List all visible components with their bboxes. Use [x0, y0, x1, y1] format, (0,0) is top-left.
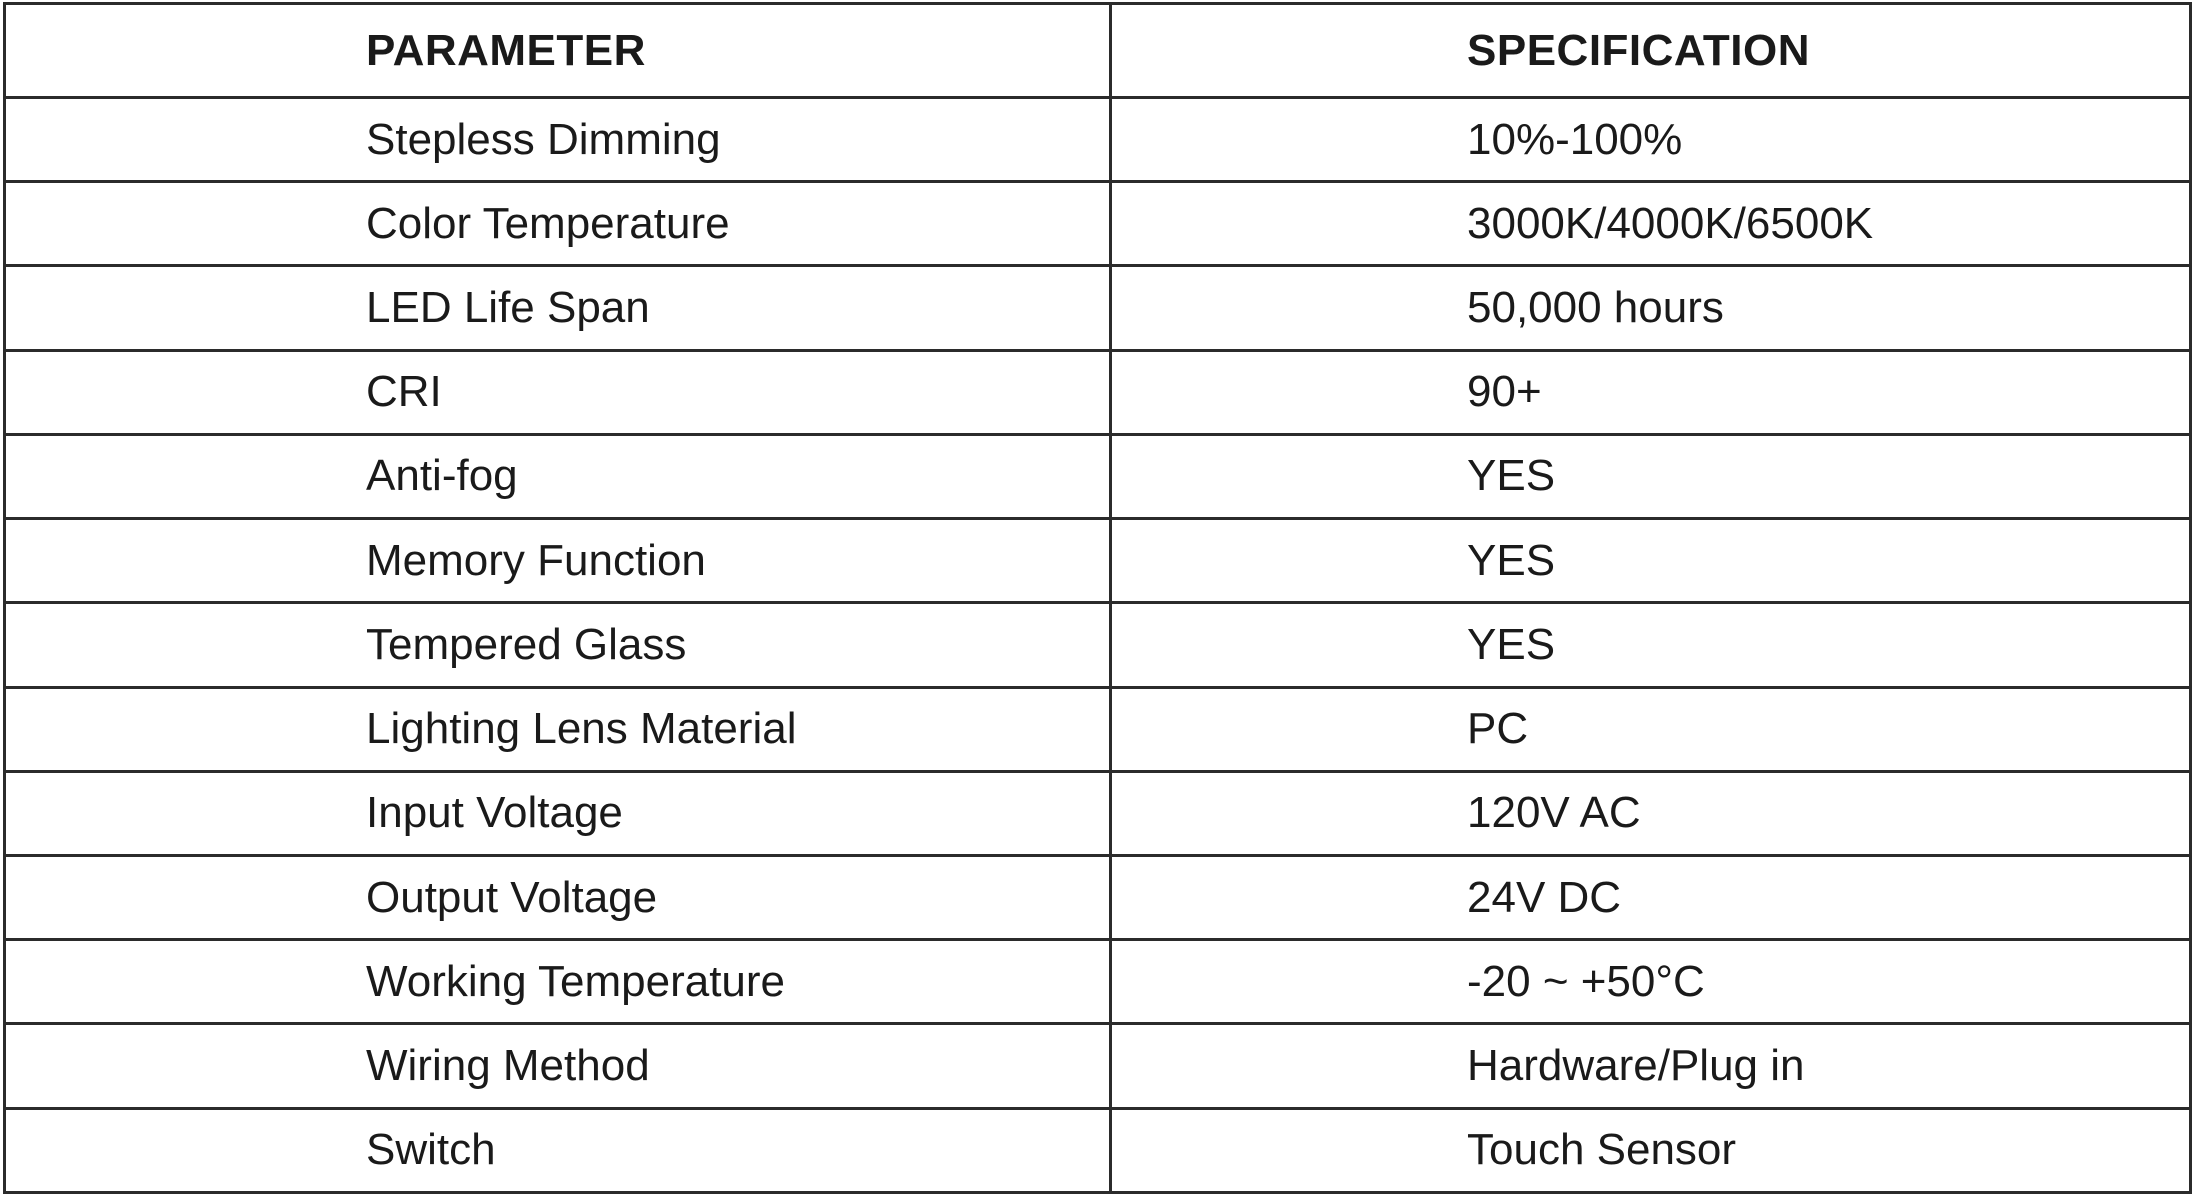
parameter-cell: Input Voltage [5, 771, 1111, 855]
specification-cell: YES [1111, 519, 2191, 603]
table-row [5, 182, 2191, 266]
specification-cell: 90+ [1111, 350, 2191, 434]
table-row [5, 519, 2191, 603]
specification-cell: 24V DC [1111, 855, 2191, 939]
parameter-cell: Lighting Lens Material [5, 687, 1111, 771]
table-row [5, 98, 2191, 182]
table-row [5, 855, 2191, 939]
parameter-cell: Memory Function [5, 519, 1111, 603]
specification-cell: YES [1111, 603, 2191, 687]
parameter-cell: LED Life Span [5, 266, 1111, 350]
header-specification: SPECIFICATION [1111, 4, 2191, 98]
specification-cell: 3000K/4000K/6500K [1111, 182, 2191, 266]
table-row [5, 1108, 2191, 1192]
table-row [5, 1024, 2191, 1108]
parameter-cell: Wiring Method [5, 1024, 1111, 1108]
parameter-cell: Working Temperature [5, 940, 1111, 1024]
specification-cell: 50,000 hours [1111, 266, 2191, 350]
specification-cell: -20 ~ +50°C [1111, 940, 2191, 1024]
specification-cell: Touch Sensor [1111, 1108, 2191, 1192]
table-row [5, 266, 2191, 350]
table-row [5, 940, 2191, 1024]
specification-cell: PC [1111, 687, 2191, 771]
specification-cell: YES [1111, 434, 2191, 518]
table-row [5, 603, 2191, 687]
parameter-cell: Anti-fog [5, 434, 1111, 518]
parameter-cell: Switch [5, 1108, 1111, 1192]
parameter-cell: Output Voltage [5, 855, 1111, 939]
specification-cell: 120V AC [1111, 771, 2191, 855]
table-row [5, 350, 2191, 434]
parameter-cell: Color Temperature [5, 182, 1111, 266]
spec-table [3, 2, 2192, 1194]
specification-cell: 10%-100% [1111, 98, 2191, 182]
parameter-cell: Stepless Dimming [5, 98, 1111, 182]
table-row [5, 434, 2191, 518]
table-row [5, 687, 2191, 771]
header-parameter: PARAMETER [5, 4, 1111, 98]
parameter-cell: CRI [5, 350, 1111, 434]
specification-cell: Hardware/Plug in [1111, 1024, 2191, 1108]
table-row [5, 771, 2191, 855]
table-header-row [5, 4, 2191, 98]
parameter-cell: Tempered Glass [5, 603, 1111, 687]
